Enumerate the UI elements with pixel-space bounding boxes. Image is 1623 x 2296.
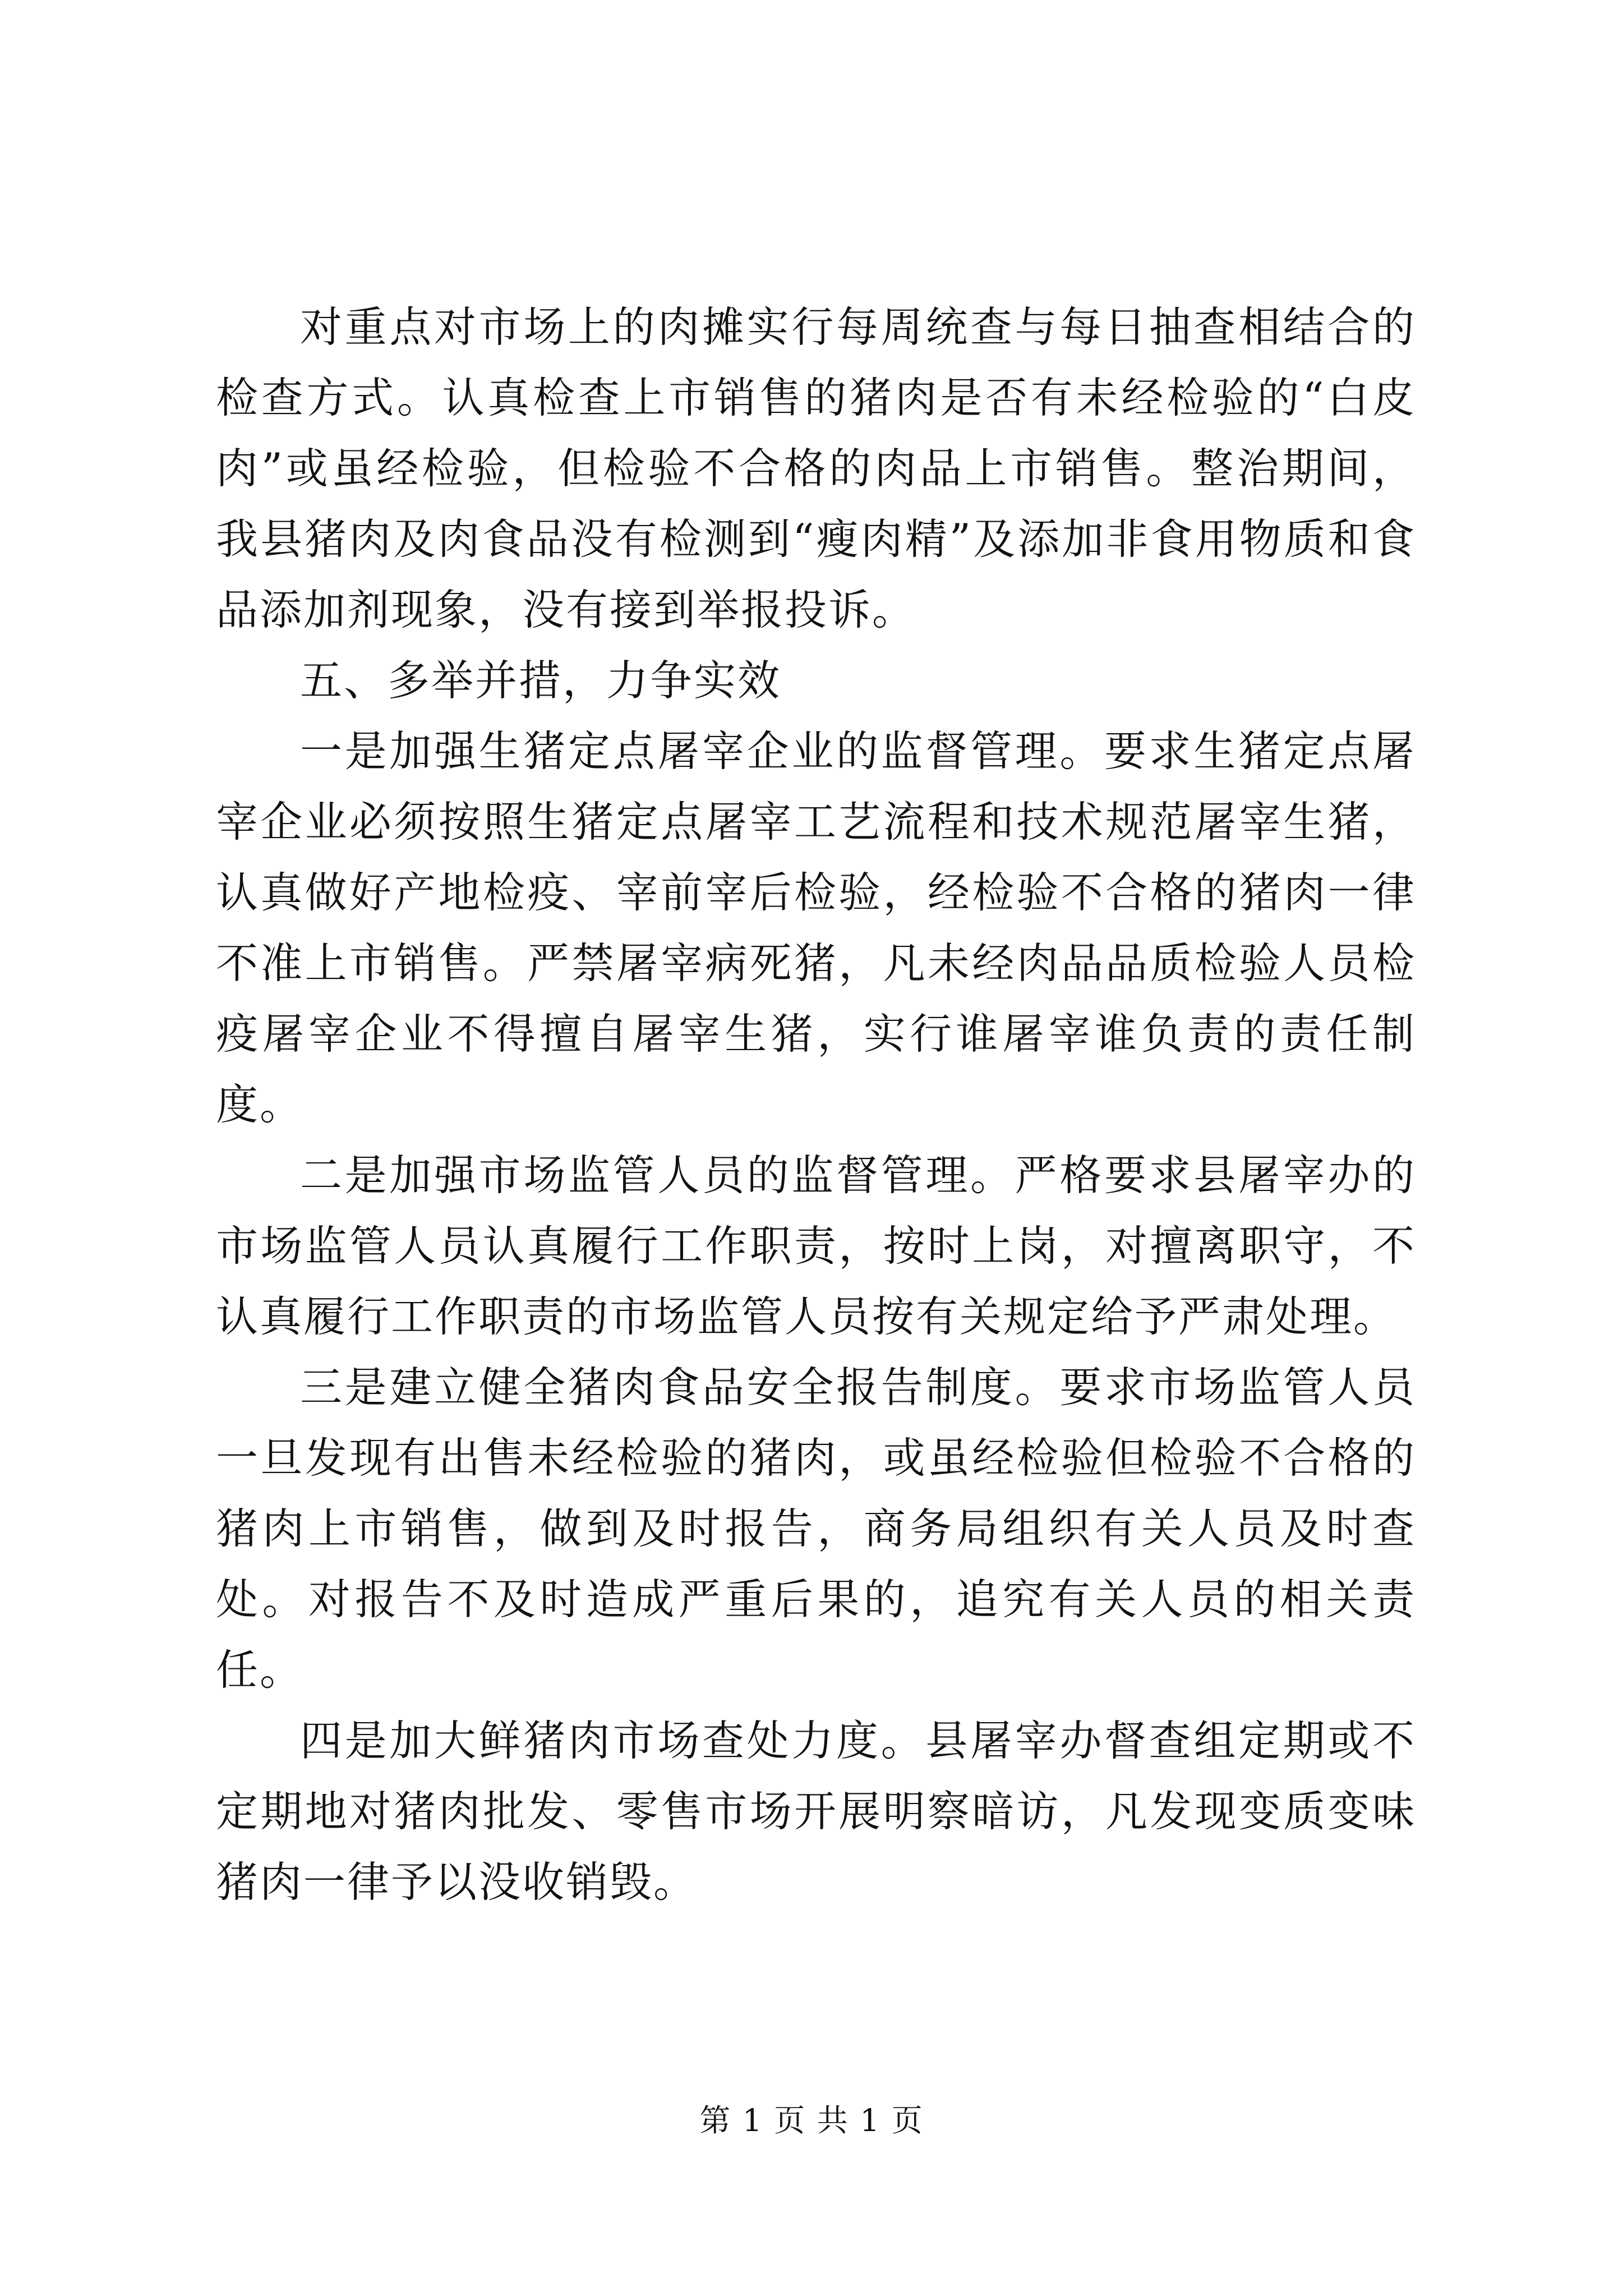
paragraph-market-enforcement: 四是加大鲜猪肉市场查处力度。县屠宰办督查组定期或不定期地对猪肉批发、零售市场开展明察暗访，凡发现变质变味猪肉一律予以没收销毁。 <box>216 1716 1416 1907</box>
document-body <box>216 292 1416 1917</box>
paragraph-safety-reporting-system: 三是建立健全猪肉食品安全报告制度。要求市场监管人员一旦发现有出售未经检验的猪肉，或虽经检验但检验不合格的猪肉上市销售，做到及时报告，商务局组织有关人员及时查处。对报告不及时造成严重后果的，追究有关人员的相关责任。 <box>216 1363 1416 1695</box>
section-heading-five: 五、多举并措，力争实效 <box>300 656 782 705</box>
paragraph-inspection-method: 对重点对市场上的肉摊实行每周统查与每日抽查相结合的检查方式。认真检查上市销售的猪肉是否有未经检验的“白皮肉”或虽经检验，但检验不合格的肉品上市销售。整治期间，我县猪肉及肉食品没有检测到“瘦肉精”及添加非食用物质和食品添加剂现象，没有接到举报投诉。 <box>216 302 1416 634</box>
paragraph-market-staff-supervision: 二是加强市场监管人员的监督管理。严格要求县屠宰办的市场监管人员认真履行工作职责，按时上岗，对擅离职守，不认真履行工作职责的市场监管人员按有关规定给予严肃处理。 <box>216 1151 1416 1341</box>
page-footer: 第 1 页 共 1 页 <box>699 2102 924 2138</box>
paragraph-slaughter-enterprise-supervision: 一是加强生猪定点屠宰企业的监督管理。要求生猪定点屠宰企业必须按照生猪定点屠宰工艺流程和技术规范屠宰生猪，认真做好产地检疫、宰前宰后检验，经检验不合格的猪肉一律不准上市销售。严禁屠宰病死猪，凡未经肉品品质检验人员检疫屠宰企业不得擅自屠宰生猪，实行谁屠宰谁负责的责任制度。 <box>216 726 1416 1129</box>
